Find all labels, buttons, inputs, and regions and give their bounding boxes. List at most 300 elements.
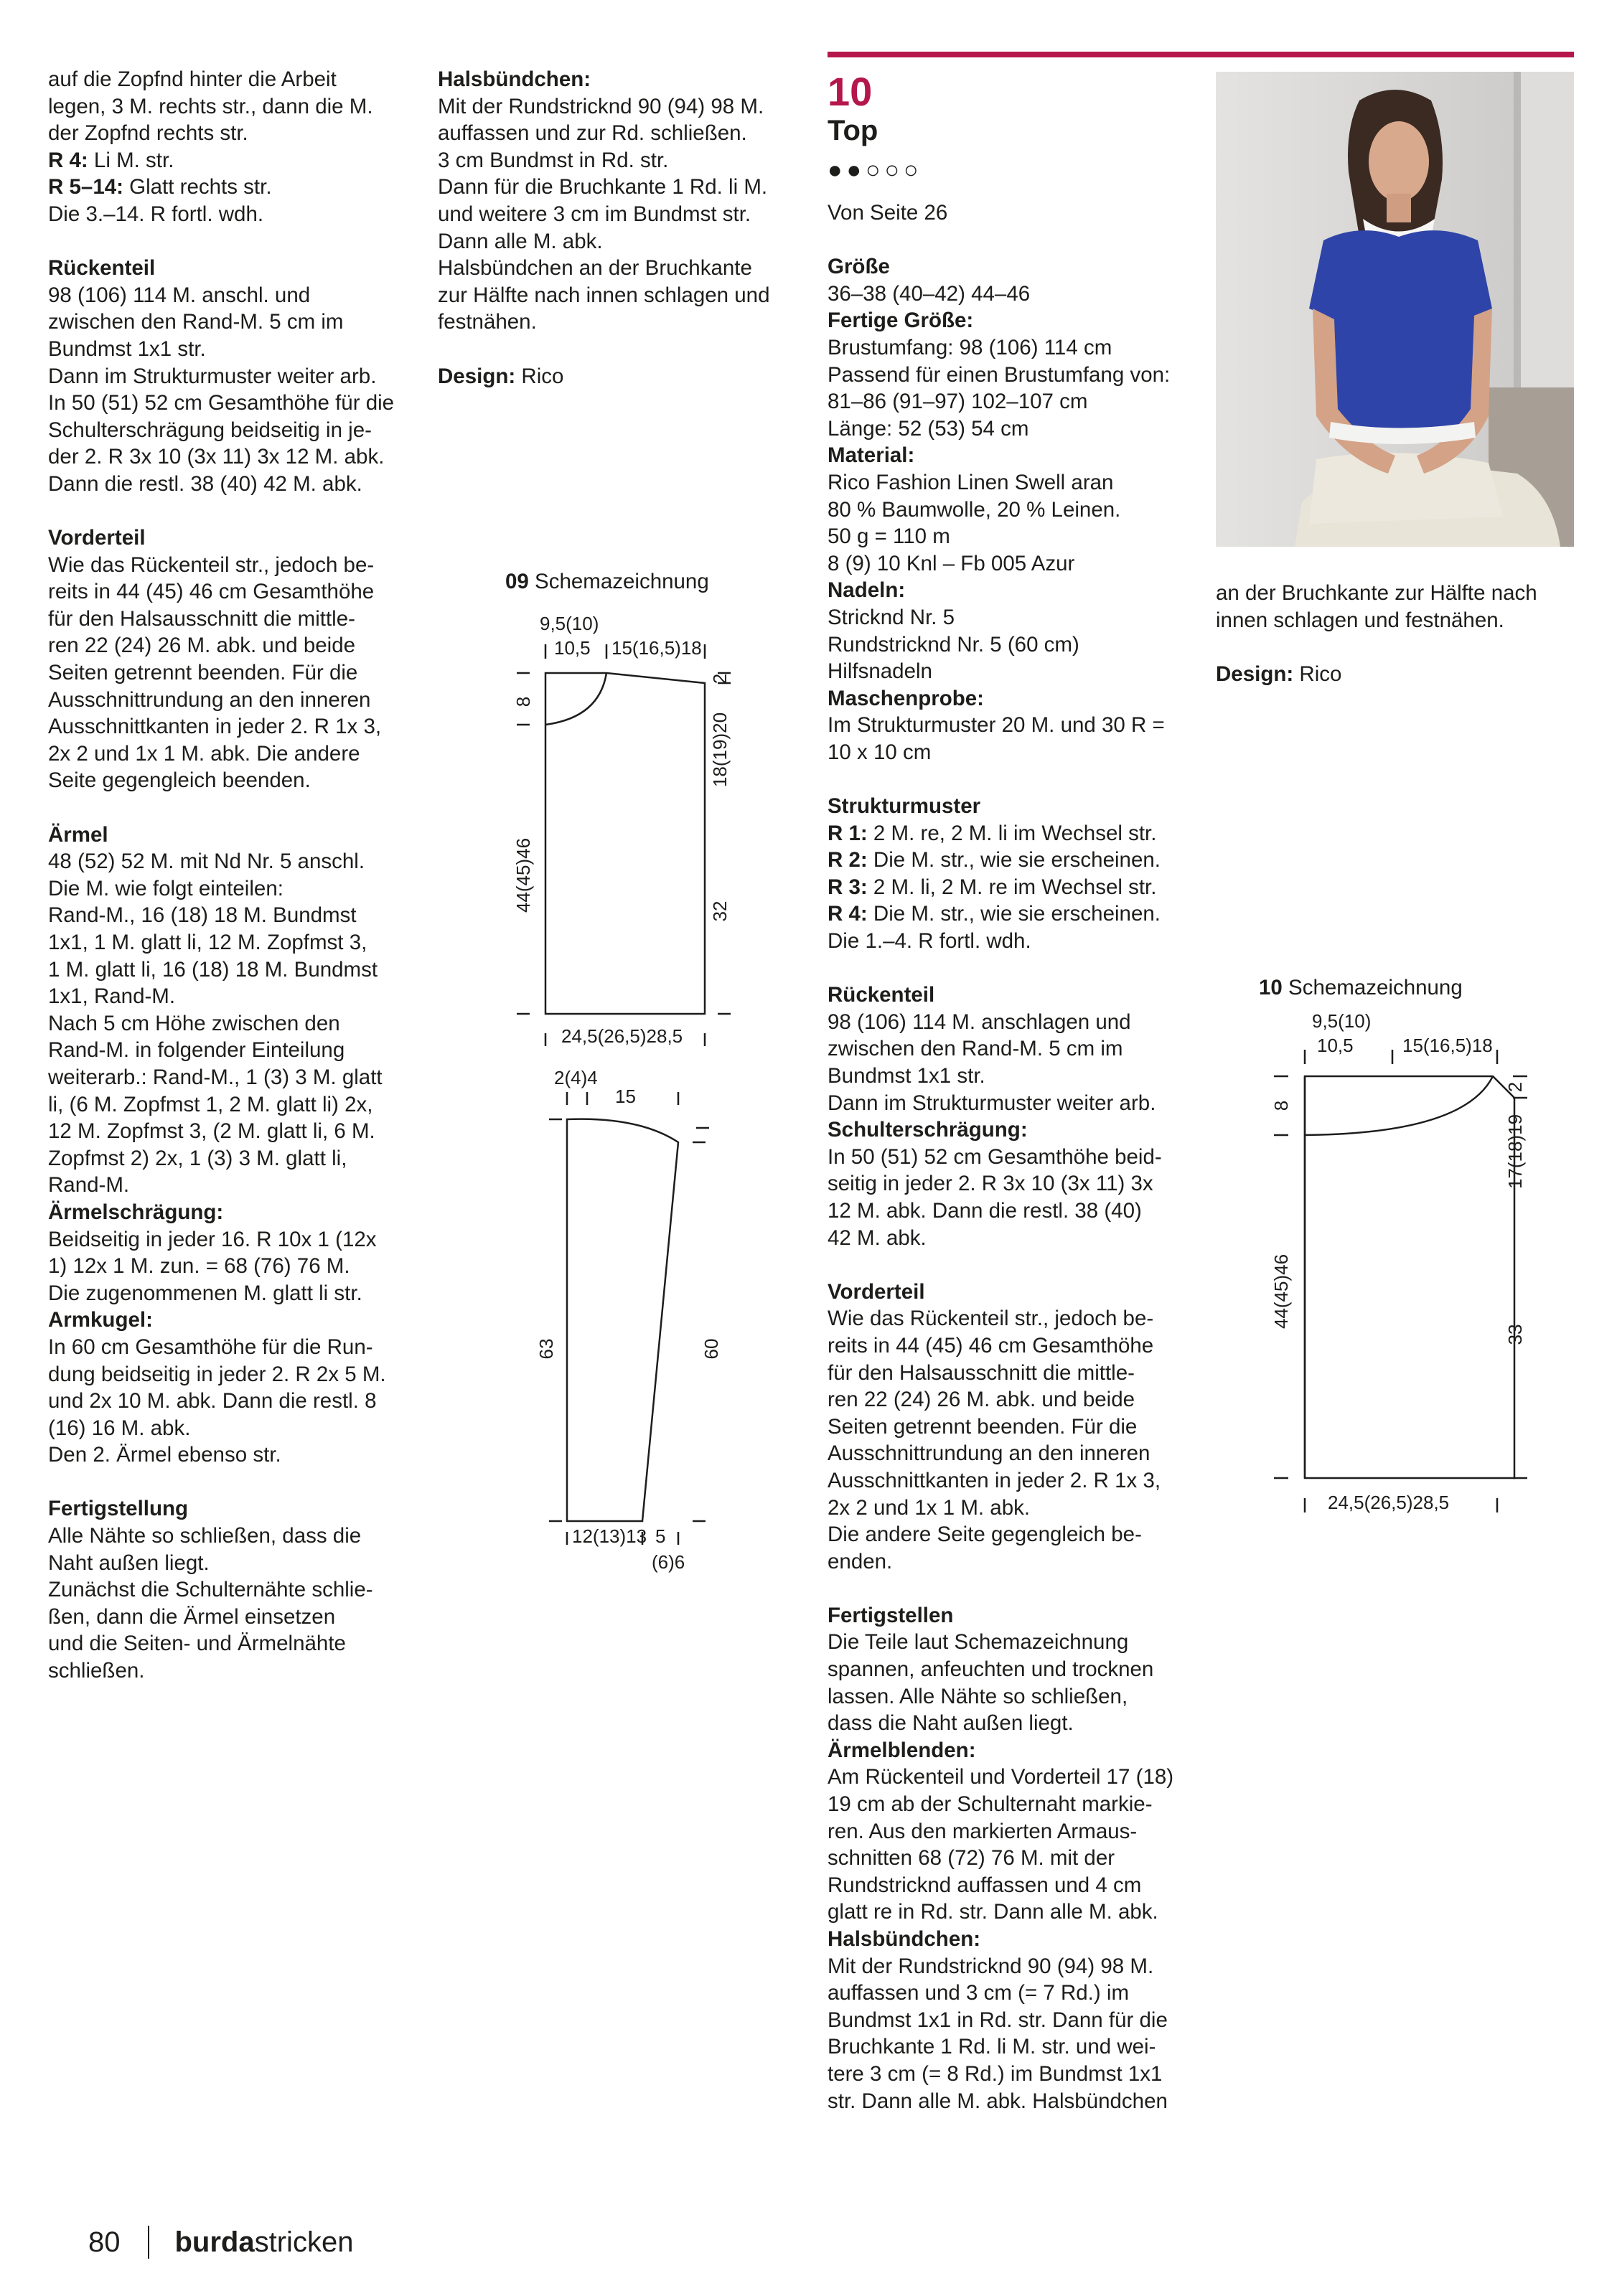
line-text: enden. — [828, 1549, 893, 1573]
text-line — [48, 1145, 421, 1172]
line-text: für den Halsausschnitt die mittle- — [828, 1360, 1135, 1385]
line-text: Schulterschrägung beidseitig in je- — [48, 418, 372, 442]
schema-09-sleeve-bottom-2: 5 — [655, 1525, 666, 1547]
schema-10-shoulder-drop: 2 — [1504, 1081, 1526, 1093]
text-line — [48, 336, 421, 363]
bold-label: Nadeln: — [828, 578, 906, 603]
schema-09-shoulder-drop: 2 — [709, 673, 731, 684]
bold-label: Größe — [828, 255, 890, 279]
text-line — [828, 415, 1186, 443]
text-line — [828, 442, 1186, 469]
bold-label: Armkugel: — [48, 1308, 153, 1332]
text-line — [828, 1144, 1186, 1171]
text-line — [828, 577, 1186, 604]
text-line — [48, 147, 421, 174]
line-text: 1x1, 1 M. glatt li, 12 M. Zopfmst 3, — [48, 931, 367, 954]
text-line — [48, 659, 421, 687]
bold-label: Vorderteil — [48, 526, 146, 550]
line-text: Seiten getrennt beenden. Für die — [48, 661, 358, 685]
line-text: Zunächst die Schulternähte schlie- — [48, 1578, 373, 1602]
text-line — [48, 983, 421, 1010]
line-text: Seite gegengleich beenden. — [48, 768, 311, 793]
text-line — [48, 417, 421, 444]
schema-10-top-inner: 10,5 — [1317, 1035, 1354, 1056]
text-block — [1216, 580, 1575, 634]
line-text: Ausschnittrundung an den inneren — [48, 687, 371, 712]
line-text: Die M. str., wie sie erscheinen. — [867, 848, 1161, 872]
bold-label: Fertigstellen — [828, 1603, 954, 1627]
schema-09-height: 44(45)46 — [512, 837, 534, 913]
line-text: 98 (106) 114 M. anschl. und — [48, 283, 311, 307]
line-text: Rico Fashion Linen Swell aran — [828, 470, 1114, 494]
text-block — [48, 524, 421, 794]
text-line — [48, 875, 421, 903]
line-text: Länge: 52 (53) 54 cm — [828, 416, 1029, 441]
bold-label: Ärmel — [48, 822, 108, 847]
text-line — [48, 687, 421, 714]
line-text: Wie das Rückenteil str., jedoch be- — [828, 1307, 1154, 1331]
line-text: Naht außen liegt. — [48, 1551, 210, 1575]
line-text: 42 M. abk. — [828, 1225, 927, 1250]
text-line — [828, 1467, 1186, 1495]
brand-bold: burda — [174, 2226, 255, 2258]
line-text: der 2. R 3x 10 (3x 11) 3x 12 M. abk. — [48, 445, 385, 469]
text-line — [438, 174, 804, 201]
text-line — [438, 255, 804, 282]
text-line — [828, 1305, 1186, 1332]
text-line — [48, 1550, 421, 1577]
text-line — [828, 1791, 1186, 1818]
line-text: 12 M. Zopfmst 3, (2 M. glatt li, 6 M. — [48, 1119, 375, 1144]
schema-09-top-outer: 9,5(10) — [540, 613, 599, 634]
text-line — [828, 1899, 1186, 1926]
bold-label: Halsbündchen: — [828, 1927, 981, 1951]
text-line — [828, 900, 1186, 928]
line-text: weiterarb.: Rand-M., 1 (3) 3 M. glatt — [48, 1065, 383, 1089]
bold-label: Rückenteil — [48, 256, 156, 281]
schema-09-sleeve-bottom-3: (6)6 — [652, 1551, 685, 1573]
text-line — [828, 550, 1186, 578]
line-text: 19 cm ab der Schulternaht markie- — [828, 1792, 1153, 1817]
text-line — [828, 1440, 1186, 1467]
line-text: Rand-M. in folgender Einteilung — [48, 1038, 345, 1063]
line-text: Dann für die Bruchkante 1 Rd. li M. — [438, 175, 768, 199]
line-text: dung beidseitig in jeder 2. R 2x 5 M. — [48, 1362, 386, 1386]
text-block — [828, 982, 1186, 1251]
line-text: Die andere Seite gegengleich be- — [828, 1523, 1142, 1547]
bold-label: R 4: — [828, 902, 868, 926]
text-line — [1216, 607, 1575, 634]
text-line — [828, 1009, 1186, 1036]
column-4 — [1216, 580, 1575, 715]
text-line — [48, 120, 421, 147]
text-line — [828, 712, 1186, 739]
schema-10-lower: 33 — [1504, 1324, 1526, 1345]
line-text: Die 1.–4. R fortl. wdh. — [828, 929, 1031, 954]
schema-10-neck-depth: 8 — [1270, 1100, 1292, 1111]
text-line — [828, 928, 1186, 955]
text-line — [48, 1415, 421, 1442]
line-text: Stricknd Nr. 5 — [828, 605, 955, 629]
line-text: legen, 3 M. rechts str., dann die M. — [48, 94, 373, 118]
text-line — [48, 390, 421, 417]
bold-label: Vorderteil — [828, 1279, 925, 1304]
bold-label: Strukturmuster — [828, 794, 981, 819]
column-1 — [48, 66, 421, 1711]
text-line — [828, 1953, 1186, 1980]
text-line — [828, 982, 1186, 1009]
text-block — [1216, 661, 1575, 688]
line-text: dass die Naht außen liegt. — [828, 1711, 1074, 1736]
line-text: Halsbündchen an der Bruchkante — [438, 256, 752, 281]
bold-label: Rückenteil — [828, 983, 935, 1007]
text-line — [828, 1872, 1186, 1899]
text-line — [828, 388, 1186, 415]
text-line — [828, 685, 1186, 712]
line-text: Seiten getrennt beenden. Für die — [828, 1414, 1138, 1439]
column-3-body — [828, 253, 1186, 2114]
schema-10-armhole: 17(18)19 — [1504, 1114, 1526, 1190]
text-line — [828, 820, 1186, 847]
schema-09-sleeve-right: 60 — [700, 1338, 722, 1360]
line-text: ren 22 (24) 26 M. abk. und beide — [48, 634, 356, 658]
text-line — [828, 1737, 1186, 1764]
text-line — [828, 1090, 1186, 1117]
text-line — [48, 282, 421, 309]
bold-label: Material: — [828, 443, 915, 468]
line-text: Bundmst 1x1 str. — [828, 1064, 985, 1088]
schema-09-neck-depth: 8 — [512, 696, 534, 707]
line-text: glatt re in Rd. str. Dann alle M. abk. — [828, 1900, 1158, 1924]
model-photo — [1216, 72, 1574, 547]
line-text: 80 % Baumwolle, 20 % Leinen. — [828, 497, 1121, 522]
text-line — [828, 497, 1186, 524]
text-line — [48, 443, 421, 471]
text-block — [828, 793, 1186, 955]
text-line — [438, 363, 804, 390]
schema-10-diagram — [1256, 1004, 1529, 1535]
schema-09-shoulder: 15(16,5)18 — [611, 637, 702, 659]
text-line — [48, 552, 421, 579]
text-line — [48, 956, 421, 984]
schema-10-label: Schemazeichnung — [1282, 976, 1463, 999]
bold-label: Ärmelblenden: — [828, 1738, 976, 1762]
line-text: Rico — [515, 364, 564, 388]
line-text: Brustumfang: 98 (106) 114 cm — [828, 335, 1112, 359]
text-block — [48, 1495, 421, 1684]
text-line — [828, 847, 1186, 874]
text-line — [48, 1226, 421, 1253]
line-text: Bundmst 1x1 str. — [48, 337, 206, 361]
line-text: 3 cm Bundmst in Rd. str. — [438, 148, 669, 172]
text-line — [828, 1629, 1186, 1656]
line-text: Nach 5 cm Höhe zwischen den — [48, 1011, 340, 1035]
text-line — [828, 739, 1186, 766]
text-line — [828, 604, 1186, 631]
pattern-title: Top — [828, 115, 878, 146]
line-text: Mit der Rundstricknd 90 (94) 98 M. — [828, 1954, 1154, 1978]
text-line — [828, 1548, 1186, 1576]
schema-09-width: 24,5(26,5)28,5 — [561, 1025, 683, 1047]
bold-label: Maschenprobe: — [828, 686, 985, 710]
text-line — [48, 1280, 421, 1307]
difficulty-rating: ●●○○○ — [828, 156, 923, 184]
text-line — [48, 524, 421, 552]
line-text: str. Dann alle M. abk. Halsbündchen — [828, 2089, 1168, 2113]
line-text: auffassen und zur Rd. schließen. — [438, 121, 747, 146]
text-line — [48, 1334, 421, 1361]
line-text: In 50 (51) 52 cm Gesamthöhe für die — [48, 391, 395, 415]
text-line — [48, 1657, 421, 1685]
text-line — [48, 1010, 421, 1038]
text-line — [828, 793, 1186, 820]
text-line — [48, 1576, 421, 1604]
column-2 — [438, 66, 804, 417]
text-line — [48, 1091, 421, 1119]
line-text: Dann alle M. abk. — [438, 229, 603, 253]
line-text: Mit der Rundstricknd 90 (94) 98 M. — [438, 94, 764, 118]
text-block — [828, 1279, 1186, 1576]
text-line — [48, 1253, 421, 1280]
line-text: Rundstricknd auffassen und 4 cm — [828, 1873, 1142, 1897]
bold-label: R 4: — [48, 148, 88, 172]
line-text: Li M. str. — [88, 148, 174, 172]
line-text: zwischen den Rand-M. 5 cm im — [48, 310, 344, 334]
text-line — [48, 632, 421, 659]
line-text: (16) 16 M. abk. — [48, 1416, 191, 1440]
text-block — [48, 66, 421, 228]
schema-10-width: 24,5(26,5)28,5 — [1328, 1492, 1450, 1513]
text-line — [48, 174, 421, 201]
line-text: 1 M. glatt li, 16 (18) 18 M. Bundmst — [48, 957, 378, 982]
text-line — [438, 66, 804, 93]
line-text: Hilfsnadeln — [828, 659, 932, 684]
line-text: 8 (9) 10 Knl – Fb 005 Azur — [828, 551, 1075, 575]
text-line — [828, 1602, 1186, 1629]
schema-10-top-outer: 9,5(10) — [1312, 1010, 1372, 1032]
text-line — [828, 2061, 1186, 2088]
text-line — [828, 2088, 1186, 2115]
text-line — [48, 606, 421, 633]
text-line — [48, 309, 421, 336]
text-line — [828, 1710, 1186, 1737]
text-line — [48, 66, 421, 93]
line-text: zur Hälfte nach innen schlagen und — [438, 283, 770, 307]
line-text: Dann im Strukturmuster weiter arb. — [828, 1091, 1156, 1115]
line-text: Im Strukturmuster 20 M. und 30 R = — [828, 713, 1165, 738]
line-text: und 2x 10 M. abk. Dann die restl. 8 — [48, 1389, 377, 1413]
line-text: und die Seiten- und Ärmelnähte — [48, 1632, 346, 1656]
text-line — [48, 767, 421, 794]
text-line — [828, 1360, 1186, 1387]
text-line — [828, 253, 1186, 281]
line-text: In 60 cm Gesamthöhe für die Run- — [48, 1335, 373, 1359]
text-line — [48, 1495, 421, 1523]
text-line — [828, 362, 1186, 389]
text-line — [828, 1656, 1186, 1683]
line-text: Die M. wie folgt einteilen: — [48, 876, 283, 900]
text-block — [828, 1602, 1186, 2114]
line-text: Die M. str., wie sie erscheinen. — [867, 902, 1161, 926]
line-text: Rico — [1293, 662, 1342, 686]
line-text: 98 (106) 114 M. anschlagen und — [828, 1010, 1131, 1034]
schema-09-sleeve-top-left: 2(4)4 — [554, 1067, 598, 1088]
schema-09-armhole: 18(19)20 — [709, 712, 731, 788]
line-text: Den 2. Ärmel ebenso str. — [48, 1443, 281, 1467]
text-line — [828, 1683, 1186, 1711]
text-line — [48, 1523, 421, 1550]
text-line — [48, 713, 421, 740]
line-text: Die zugenommenen M. glatt li str. — [48, 1281, 362, 1305]
text-line — [828, 2007, 1186, 2034]
text-line — [828, 874, 1186, 901]
line-text: Ausschnittkanten in jeder 2. R 1x 3, — [828, 1468, 1161, 1492]
line-text: Glatt rechts str. — [123, 175, 272, 199]
text-line — [48, 1361, 421, 1388]
text-line — [438, 93, 804, 121]
line-text: 2x 2 und 1x 1 M. abk. — [828, 1495, 1031, 1520]
schema-09-sleeve-top: 15 — [615, 1086, 636, 1107]
text-line — [48, 902, 421, 929]
text-block — [438, 66, 804, 336]
line-text: seitig in jeder 2. R 3x 10 (3x 11) 3x — [828, 1172, 1153, 1196]
brand-regular: stricken — [254, 2226, 354, 2258]
line-text: 81–86 (91–97) 102–107 cm — [828, 390, 1088, 414]
line-text: Wie das Rückenteil str., jedoch be- — [48, 552, 375, 577]
text-line — [438, 282, 804, 309]
line-text: 10 x 10 cm — [828, 740, 932, 764]
line-text: schließen. — [48, 1659, 145, 1683]
text-line — [828, 1495, 1186, 1522]
schema-09-title — [505, 570, 709, 594]
line-text: 12 M. abk. Dann die restl. 38 (40) — [828, 1198, 1142, 1223]
line-text: schnitten 68 (72) 76 M. mit der — [828, 1846, 1115, 1871]
line-text: reits in 44 (45) 46 cm Gesamthöhe — [48, 580, 375, 604]
text-line — [48, 1388, 421, 1415]
text-line — [48, 255, 421, 282]
text-line — [48, 1307, 421, 1334]
line-text: 1) 12x 1 M. zun. = 68 (76) 76 M. — [48, 1254, 350, 1279]
page-number: 80 — [88, 2226, 121, 2258]
text-line — [828, 1845, 1186, 1872]
bold-label: R 3: — [828, 875, 868, 899]
text-line — [48, 1630, 421, 1657]
schema-09-number: 09 — [505, 570, 529, 593]
text-line — [828, 1116, 1186, 1144]
line-text: Beidseitig in jeder 16. R 10x 1 (12x — [48, 1227, 377, 1251]
bold-label: Design: — [1216, 662, 1294, 686]
line-text: 2 M. re, 2 M. li im Wechsel str. — [867, 821, 1157, 845]
bold-label: R 1: — [828, 821, 868, 845]
line-text: Die Teile laut Schemazeichnung — [828, 1630, 1129, 1655]
text-line — [48, 1064, 421, 1091]
line-text: Bundmst 1x1 in Rd. str. Dann für die — [828, 2008, 1168, 2032]
text-line — [828, 631, 1186, 659]
line-text: Bruchkante 1 Rd. li M. str. und wei- — [828, 2035, 1156, 2059]
line-text: auf die Zopfnd hinter die Arbeit — [48, 67, 337, 91]
schema-10-shoulder: 15(16,5)18 — [1402, 1035, 1493, 1056]
text-line — [48, 471, 421, 498]
text-line — [48, 1604, 421, 1631]
footer-divider — [148, 2226, 149, 2259]
line-text: für den Halsausschnitt die mittle- — [48, 606, 355, 631]
line-text: festnähen. — [438, 310, 537, 334]
bold-label: R 2: — [828, 848, 868, 872]
line-text: Rundstricknd Nr. 5 (60 cm) — [828, 632, 1079, 657]
line-text: auffassen und 3 cm (= 7 Rd.) im — [828, 1981, 1130, 2005]
schema-09-diagram — [502, 610, 739, 1593]
text-line — [828, 1926, 1186, 1953]
line-text: Ausschnittrundung an den inneren — [828, 1441, 1150, 1466]
line-text: 50 g = 110 m — [828, 524, 950, 549]
text-line — [828, 334, 1186, 362]
line-text: 2x 2 und 1x 1 M. abk. Die andere — [48, 741, 360, 766]
schema-10-number: 10 — [1259, 976, 1283, 999]
bold-label: Halsbündchen: — [438, 67, 591, 91]
bold-label: Fertigstellung — [48, 1497, 189, 1521]
text-line — [828, 523, 1186, 550]
text-line — [828, 1170, 1186, 1198]
schema-09-lower: 32 — [709, 900, 731, 922]
text-line — [828, 658, 1186, 685]
line-text: spannen, anfeuchten und trocknen — [828, 1657, 1154, 1682]
line-text: Alle Nähte so schließen, dass die — [48, 1524, 362, 1548]
line-text: lassen. Alle Nähte so schließen, — [828, 1684, 1128, 1708]
text-line — [828, 281, 1186, 308]
line-text: ren 22 (24) 26 M. abk. und beide — [828, 1388, 1135, 1412]
line-text: ren. Aus den markierten Armaus- — [828, 1819, 1138, 1843]
text-block — [48, 822, 421, 1469]
line-text: reits in 44 (45) 46 cm Gesamthöhe — [828, 1333, 1154, 1358]
schema-10-title — [1259, 976, 1463, 1000]
text-line — [438, 201, 804, 228]
line-text: Rand-M. — [48, 1173, 130, 1198]
bold-label: Design: — [438, 364, 516, 388]
text-line — [438, 228, 804, 255]
text-line — [48, 1118, 421, 1145]
text-line — [828, 1198, 1186, 1225]
text-line — [48, 93, 421, 121]
line-text: Am Rückenteil und Vorderteil 17 (18) — [828, 1765, 1174, 1789]
column-3 — [828, 52, 1186, 2142]
line-text: innen schlagen und festnähen. — [1216, 608, 1504, 632]
text-line — [1216, 661, 1575, 688]
from-page: Von Seite 26 — [828, 201, 948, 225]
line-text: Passend für einen Brustumfang von: — [828, 362, 1171, 387]
schema-09-label: Schemazeichnung — [528, 570, 709, 593]
text-line — [48, 848, 421, 875]
line-text: tere 3 cm (= 8 Rd.) im Bundmst 1x1 — [828, 2061, 1163, 2086]
page-footer — [88, 2224, 353, 2260]
text-line — [828, 1818, 1186, 1845]
schema-10-height: 44(45)46 — [1270, 1253, 1292, 1330]
bold-label: Schulterschrägung: — [828, 1118, 1028, 1142]
text-line — [828, 1225, 1186, 1252]
bold-label: Fertige Größe: — [828, 309, 974, 333]
text-block — [438, 363, 804, 390]
line-text: Ausschnittkanten in jeder 2. R 1x 3, — [48, 715, 382, 739]
line-text: Dann im Strukturmuster weiter arb. — [48, 364, 377, 388]
text-line — [828, 469, 1186, 497]
line-text: an der Bruchkante zur Hälfte nach — [1216, 581, 1537, 605]
text-line — [828, 1332, 1186, 1360]
text-line — [48, 1441, 421, 1469]
text-line — [828, 1386, 1186, 1413]
text-line — [48, 363, 421, 390]
text-line — [48, 201, 421, 228]
line-text: Dann die restl. 38 (40) 42 M. abk. — [48, 471, 362, 496]
schema-09-sleeve-bottom: 12(13)13 — [572, 1525, 647, 1547]
